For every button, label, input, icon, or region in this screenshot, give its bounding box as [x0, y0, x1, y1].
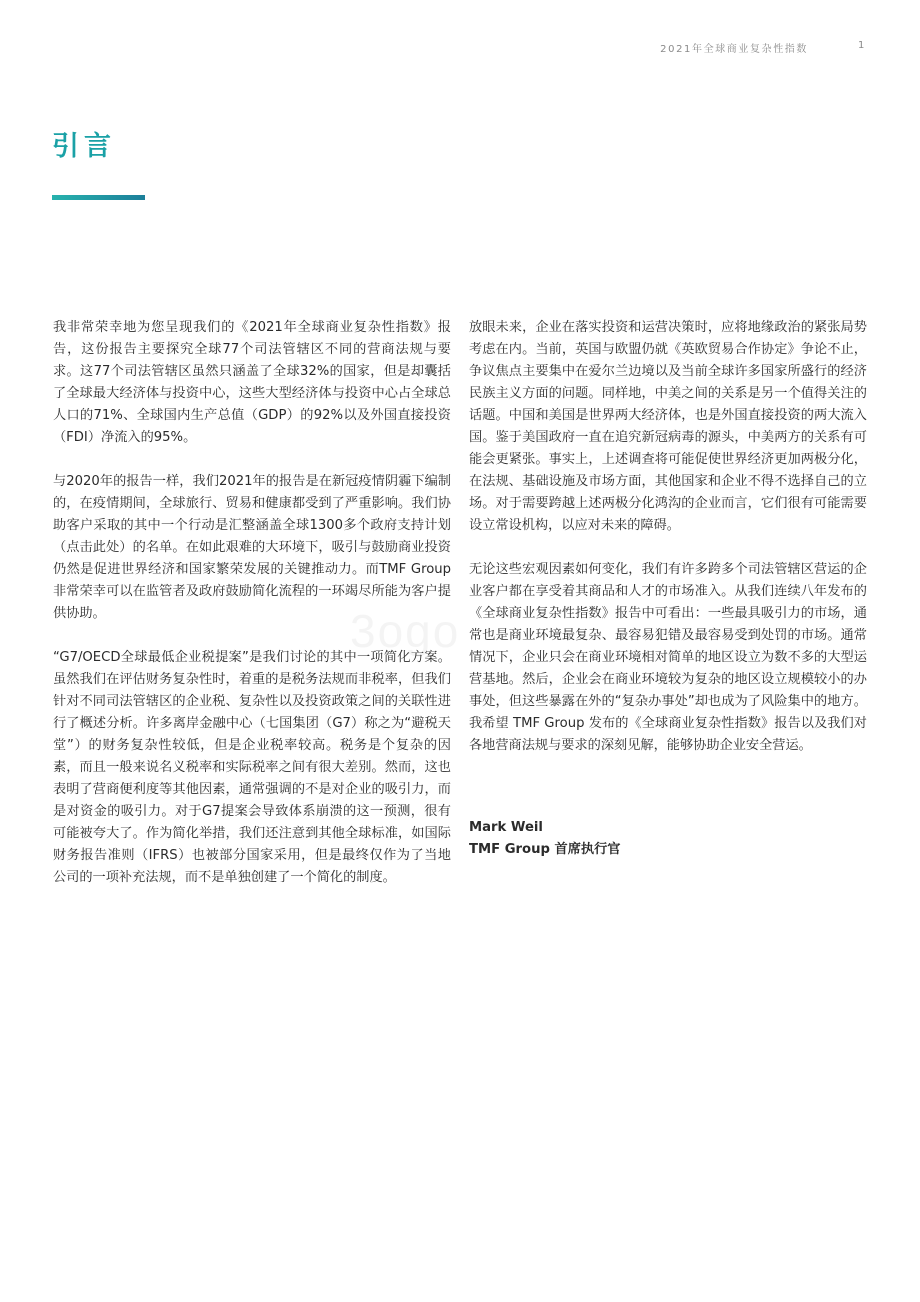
signature-block — [469, 817, 867, 861]
right-column — [469, 317, 867, 861]
paragraph: “G7/OECD全球最低企业税提案”是我们讨论的其中一项简化方案。虽然我们在评估财务复杂性时，着重的是税务法规而非税率，但我们针对不同司法管辖区的企业税、复杂性以及投资政策之间的关联性进行了概述分析。许多离岸金融中心（七国集团（G7）称之为“避税天堂”）的财务复杂性较低，但是企业税率较高。税务是个复杂的因素，而且一般来说名义税率和实际税率之间有很大差别。然而，这也表明了营商便利度等其他因素，通常强调的不是对企业的吸引力，而是对资金的吸引力。对于G7提案会导致体系崩溃的这一预测，很有可能被夸大了。作为简化举措，我们还注意到其他全球标准，如国际财务报告准则（IFRS）也被部分国家采用，但是最终仅作为了当地公司的一项补充法规，而不是单独创建了一个简化的制度。 — [53, 650, 451, 885]
page-number: 1 — [858, 40, 866, 51]
signature-name: Mark Weil — [469, 820, 543, 835]
paragraph: 无论这些宏观因素如何变化，我们有许多跨多个司法管辖区营运的企业客户都在享受着其商品和人才的市场准入。从我们连续八年发布的《全球商业复杂性指数》报告中可看出：一些最具吸引力的市场，通常也是商业环境最复杂、最容易犯错及最容易受到处罚的市场。通常情况下，企业只会在商业环境相对简单的地区设立为数不多的大型运营基地。然后，企业会在商业环境较为复杂的地区设立规模较小的办事处，但这些暴露在外的“复杂办事处”却也成为了风险集中的地方。我希望 TMF Group 发布的《全球商业复杂性指数》报告以及我们对各地营商法规与要求的深刻见解，能够协助企业安全营运。 — [469, 562, 867, 753]
signature-title: TMF Group 首席执行官 — [469, 842, 621, 857]
left-column — [53, 317, 451, 911]
watermark: 3ogo — [350, 605, 461, 657]
page-header — [0, 40, 920, 56]
report-title: 2021年全球商业复杂性指数 — [660, 44, 808, 55]
paragraph: 放眼未来，企业在落实投资和运营决策时，应将地缘政治的紧张局势考虑在内。当前，英国与欧盟仍就《英欧贸易合作协定》争论不止，争议焦点主要集中在爱尔兰边境以及当前全球许多国家所盛行的经济民族主义方面的问题。同样地，中美之间的关系是另一个值得关注的话题。中国和美国是世界两大经济体，也是外国直接投资的两大流入国。鉴于美国政府一直在追究新冠病毒的源头，中美两方的关系有可能会更紧张。事实上，上述调查将可能促使世界经济更加两极分化，在法规、基础设施及市场方面，其他国家和企业不得不选择自己的立场。对于需要跨越上述两极分化鸿沟的企业而言，它们很有可能需要设立常设机构，以应对未来的障碍。 — [469, 320, 867, 533]
paragraph: 与2020年的报告一样，我们2021年的报告是在新冠疫情阴霾下编制的，在疫情期间，全球旅行、贸易和健康都受到了严重影响。我们协助客户采取的其中一个行动是汇整涵盖全球1300多个政府支持计划（点击此处）的名单。在如此艰难的大环境下，吸引与鼓励商业投资仍然是促进世界经济和国家繁荣发展的关键推动力。而TMF Group非常荣幸可以在监管者及政府鼓励简化流程的一环竭尽所能为客户提供协助。 — [53, 474, 451, 621]
section-heading: 引言 — [52, 131, 116, 162]
paragraph: 我非常荣幸地为您呈现我们的《2021年全球商业复杂性指数》报告，这份报告主要探究全球77个司法管辖区不同的营商法规与要求。这77个司法管辖区虽然只涵盖了全球32%的国家，但是却囊括了全球最大经济体与投资中心，这些大型经济体与投资中心占全球总人口的71%、全球国内生产总值（GDP）的92%以及外国直接投资（FDI）净流入的95%。 — [53, 320, 451, 445]
heading-accent-bar — [52, 195, 145, 200]
